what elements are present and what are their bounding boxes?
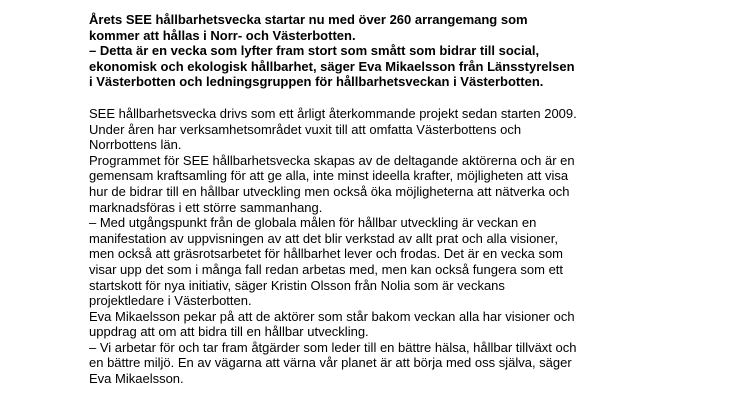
lead-line: Årets SEE hållbarhetsvecka startar nu med över 260 arrangemang som [89,12,528,27]
body-line: hur de bidrar till en hållbar utveckling men också öka möjligheterna att nätverka och [89,183,570,199]
paragraph-spacer [89,90,689,106]
lead-line: kommer att hållas i Norr- och Västerbotten. [89,27,356,43]
body-line: projektledare i Västerbotten. [89,293,252,309]
lead-line: ekonomisk och ekologisk hållbarhet, säger Eva Mikaelsson från Länsstyrelsen [89,58,575,74]
lead-line: i Västerbotten och ledningsgruppen för hållbarhetsveckan i Västerbotten. [89,74,544,90]
body-line: gemensam kraftsamling för att ge alla, inte minst ideella krafter, möjligheten att visa [89,168,569,184]
body-line: men också att gräsrotsarbetet för hållbarhet lever och frodas. Det är en vecka som [89,246,564,262]
lead-line: – Detta är en vecka som lyfter fram stort som smått som bidrar till social, [89,43,540,59]
lead-paragraph [89,12,689,90]
body-line: Under åren har verksamhetsområdet vuxit till att omfatta Västerbottens och [89,121,522,137]
body-line: uppdrag att om att bidra till en hållbar utveckling. [89,324,369,340]
body-line: manifestation av uppvisningen av att det blir verkstad av allt prat och alla visioner, [89,230,558,246]
body-line: – Vi arbetar för och tar fram åtgärder som leder till en bättre hälsa, hållbar tillväxt och [89,339,577,355]
document-content [89,12,689,387]
body-line: Norrbottens län. [89,137,182,153]
body-line: en bättre miljö. En av vägarna att värna vår planet är att börja med oss själva, säger [89,355,572,371]
body-line: – Med utgångspunkt från de globala målen för hållbar utveckling är veckan en [89,215,537,231]
body-line: Eva Mikaelsson pekar på att de aktörer som står bakom veckan alla har visioner och [89,308,575,324]
body-line: Eva Mikaelsson. [89,371,184,387]
body-line: marknadsföras i ett större sammanhang. [89,199,323,215]
body-paragraph [89,106,689,387]
body-line: visar upp det som i många fall redan arbetas med, men kan också fungera som ett [89,261,564,277]
body-line: SEE hållbarhetsvecka drivs som ett årligt återkommande projekt sedan starten 2009. [89,105,577,121]
body-line: Programmet för SEE hållbarhetsvecka skapas av de deltagande aktörerna och är en [89,152,575,168]
body-line: startskott för nya initiativ, säger Kristin Olsson från Nolia som är veckans [89,277,505,293]
